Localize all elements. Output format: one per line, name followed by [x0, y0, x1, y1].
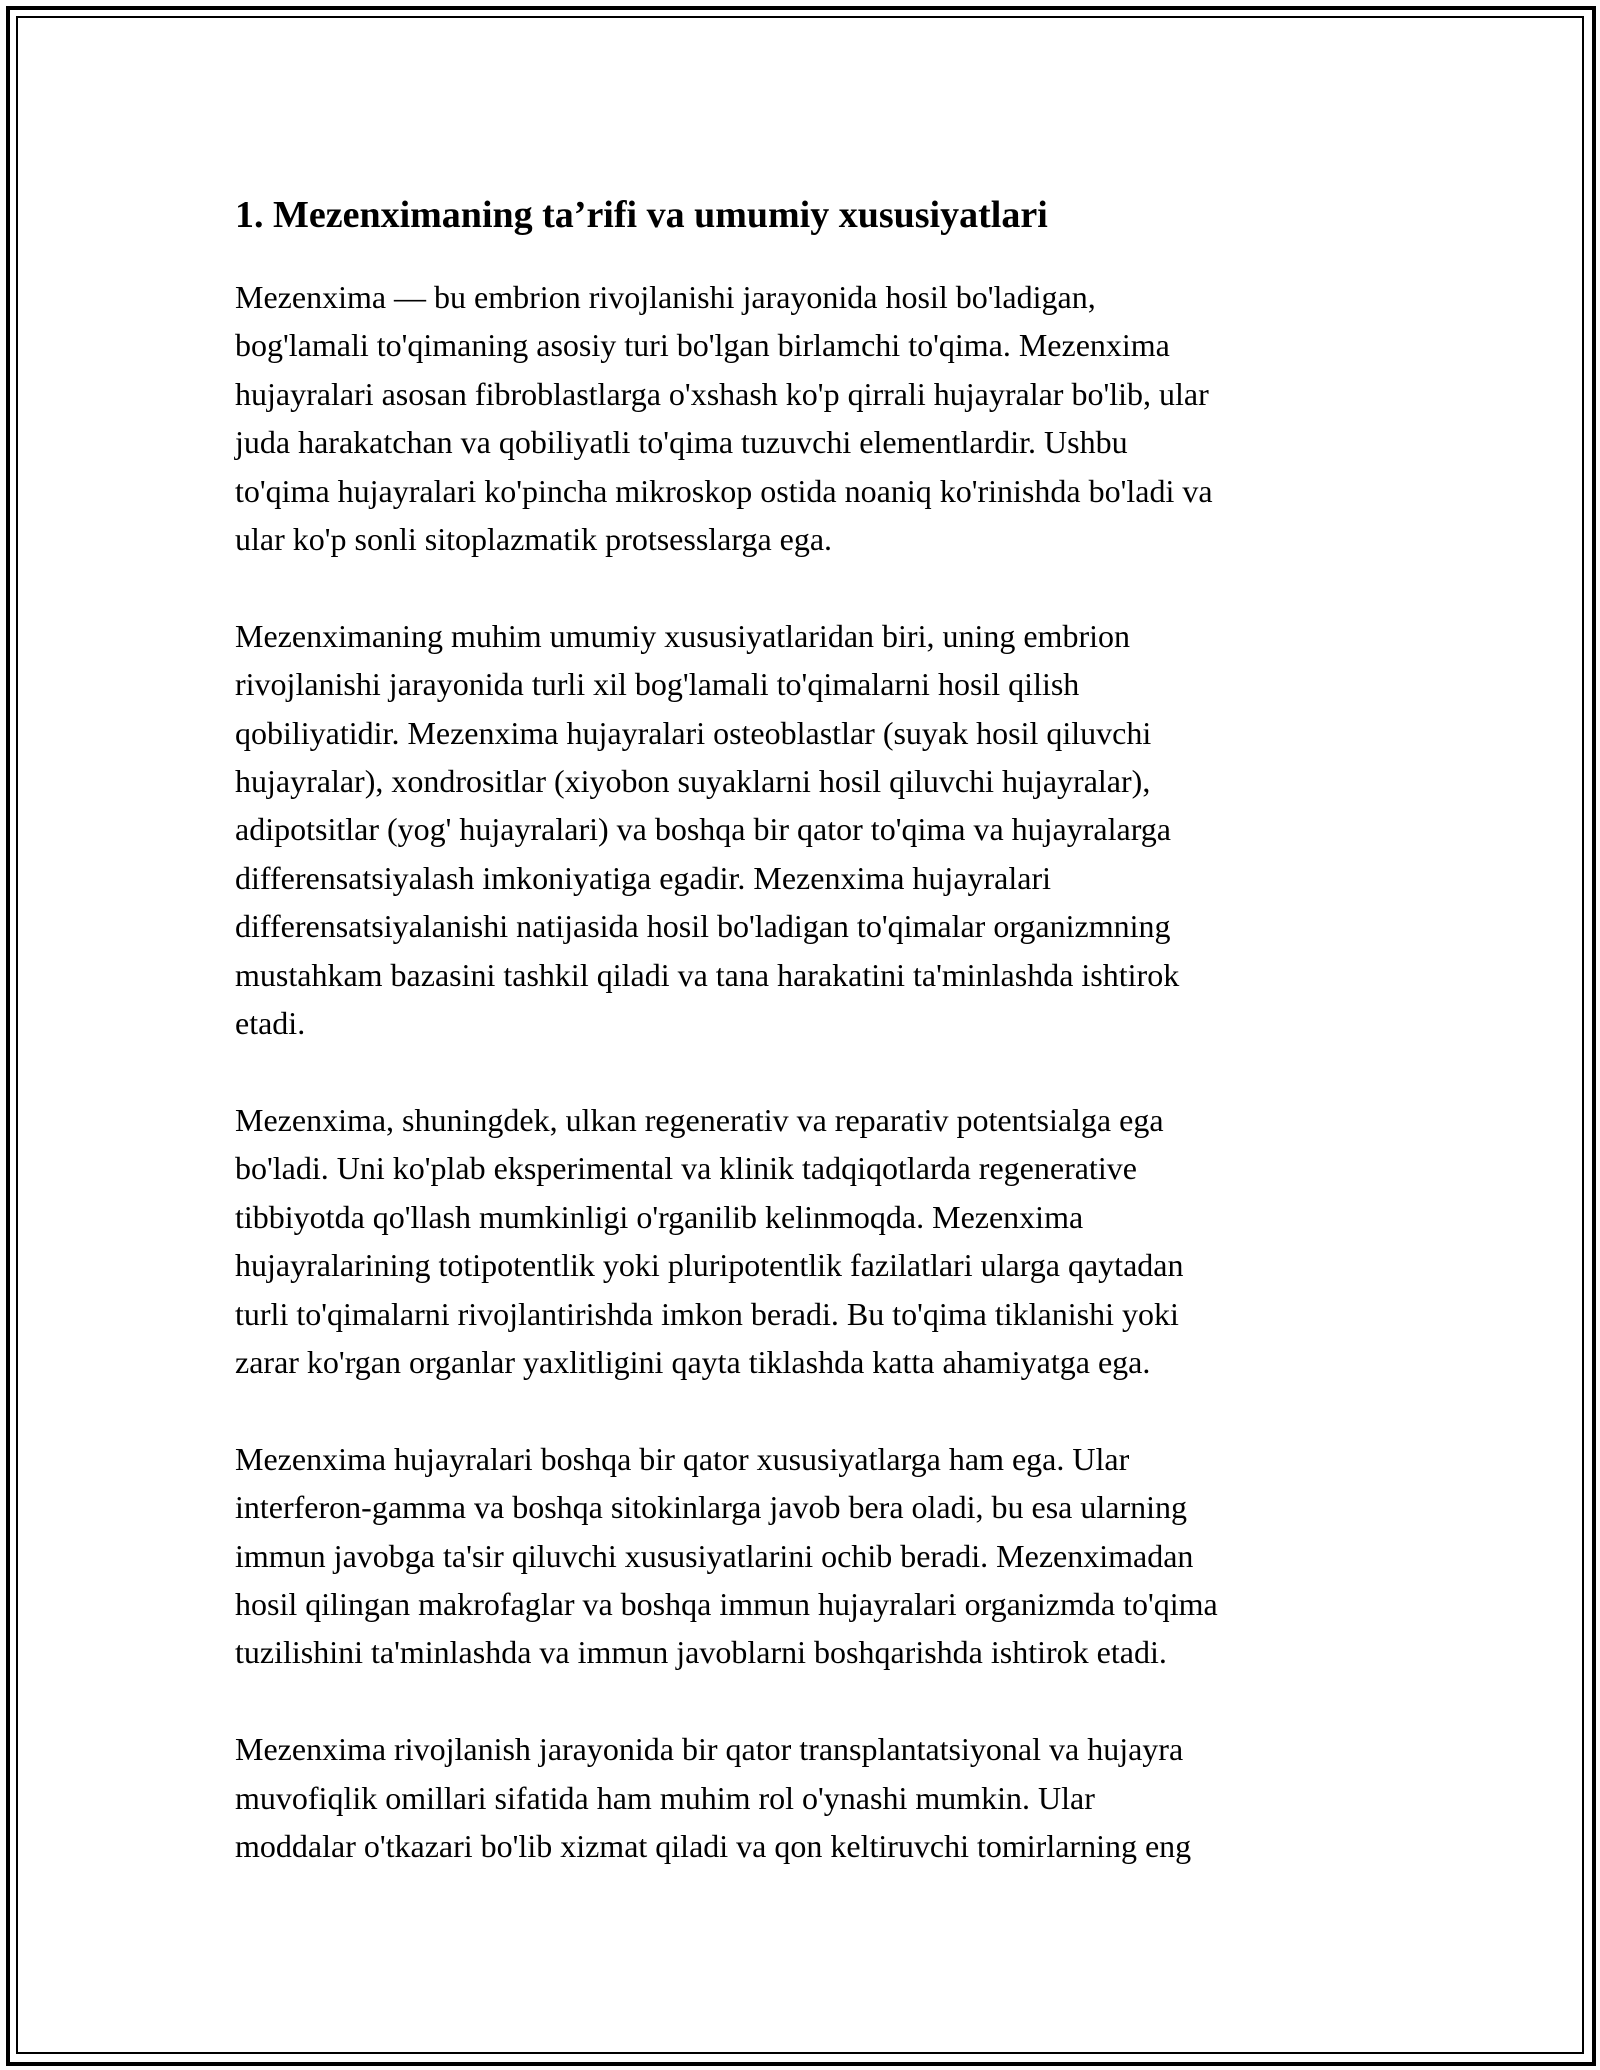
paragraph-line: ular ko'p sonli sitoplazmatik protsesslarga ega.: [235, 521, 833, 558]
paragraph-line: bog'lamali to'qimaning asosiy turi bo'lgan birlamchi to'qima. Mezenxima: [235, 327, 1170, 364]
paragraph-line: hujayralar), xondrositlar (xiyobon suyaklarni hosil qiluvchi hujayralar),: [235, 763, 1151, 800]
paragraph: [235, 612, 1385, 1048]
paragraph-line: hujayralari asosan fibroblastlarga o'xshash ko'p qirrali hujayralar bo'lib, ular: [235, 375, 1209, 412]
paragraph-line: moddalar o'tkazari bo'lib xizmat qiladi va qon keltiruvchi tomirlarning eng: [235, 1827, 1192, 1864]
paragraph-line: zarar ko'rgan organlar yaxlitligini qayta tiklashda katta ahamiyatga ega.: [235, 1343, 1151, 1380]
paragraph: [235, 1096, 1385, 1386]
paragraph-line: differensatsiyalash imkoniyatiga egadir. Mezenxima hujayralari: [235, 859, 1052, 896]
paragraph-line: Mezenxima rivojlanish jarayonida bir qator transplantatsiyonal va hujayra: [235, 1731, 1184, 1768]
paragraph-line: qobiliyatidir. Mezenxima hujayralari osteoblastlar (suyak hosil qiluvchi: [235, 714, 1152, 751]
paragraph-line: mustahkam bazasini tashkil qiladi va tana harakatini ta'minlashda ishtirok: [235, 956, 1180, 993]
paragraph-line: Mezenxima hujayralari boshqa bir qator xususiyatlarga ham ega. Ular: [235, 1440, 1130, 1477]
paragraph-line: tuzilishini ta'minlashda va immun javoblarni boshqarishda ishtirok etadi.: [235, 1634, 1167, 1671]
paragraph-line: juda harakatchan va qobiliyatli to'qima tuzuvchi elementlardir. Ushbu: [235, 424, 1128, 461]
paragraph-line: hosil qilingan makrofaglar va boshqa immun hujayralari organizmda to'qima: [235, 1585, 1218, 1622]
paragraph-line: muvofiqlik omillari sifatida ham muhim rol o'ynashi mumkin. Ular: [235, 1779, 1095, 1816]
paragraph-line: Mezenximaning muhim umumiy xususiyatlaridan biri, uning embrion: [235, 617, 1130, 654]
paragraph: [235, 1725, 1385, 1870]
paragraph-line: turli to'qimalarni rivojlantirishda imkon beradi. Bu to'qima tiklanishi yoki: [235, 1295, 1179, 1332]
paragraph-line: bo'ladi. Uni ko'plab eksperimental va klinik tadqiqotlarda regenerative: [235, 1150, 1137, 1187]
paragraph-line: adipotsitlar (yog' hujayralari) va boshqa bir qator to'qima va hujayralarga: [235, 811, 1171, 848]
paragraph: [235, 273, 1385, 563]
document-body: [235, 185, 1385, 1919]
paragraph-line: tibbiyotda qo'llash mumkinligi o'rganilib kelinmoqda. Mezenxima: [235, 1198, 1084, 1235]
paragraph-line: immun javobga ta'sir qiluvchi xususiyatlarini ochib beradi. Mezenximadan: [235, 1537, 1194, 1574]
paragraph-list: [235, 273, 1385, 1870]
paragraph: [235, 1435, 1385, 1677]
paragraph-line: hujayralarining totipotentlik yoki pluripotentlik fazilatlari ularga qaytadan: [235, 1247, 1184, 1284]
paragraph-line: differensatsiyalanishi natijasida hosil bo'ladigan to'qimalar organizmning: [235, 908, 1171, 945]
paragraph-line: Mezenxima — bu embrion rivojlanishi jarayonida hosil bo'ladigan,: [235, 279, 1096, 315]
paragraph-line: Mezenxima, shuningdek, ulkan regenerativ va reparativ potentsialga ega: [235, 1101, 1164, 1138]
paragraph-line: rivojlanishi jarayonida turli xil bog'lamali to'qimalarni hosil qilish: [235, 666, 1080, 703]
paragraph-line: to'qima hujayralari ko'pincha mikroskop ostida noaniq ko'rinishda bo'ladi va: [235, 472, 1213, 509]
paragraph-line: interferon-gamma va boshqa sitokinlarga javob bera oladi, bu esa ularning: [235, 1489, 1187, 1526]
paragraph-line: etadi.: [235, 1005, 306, 1042]
section-title: 1. Mezenximaning ta’rifi va umumiy xususiyatlari: [235, 194, 1048, 236]
